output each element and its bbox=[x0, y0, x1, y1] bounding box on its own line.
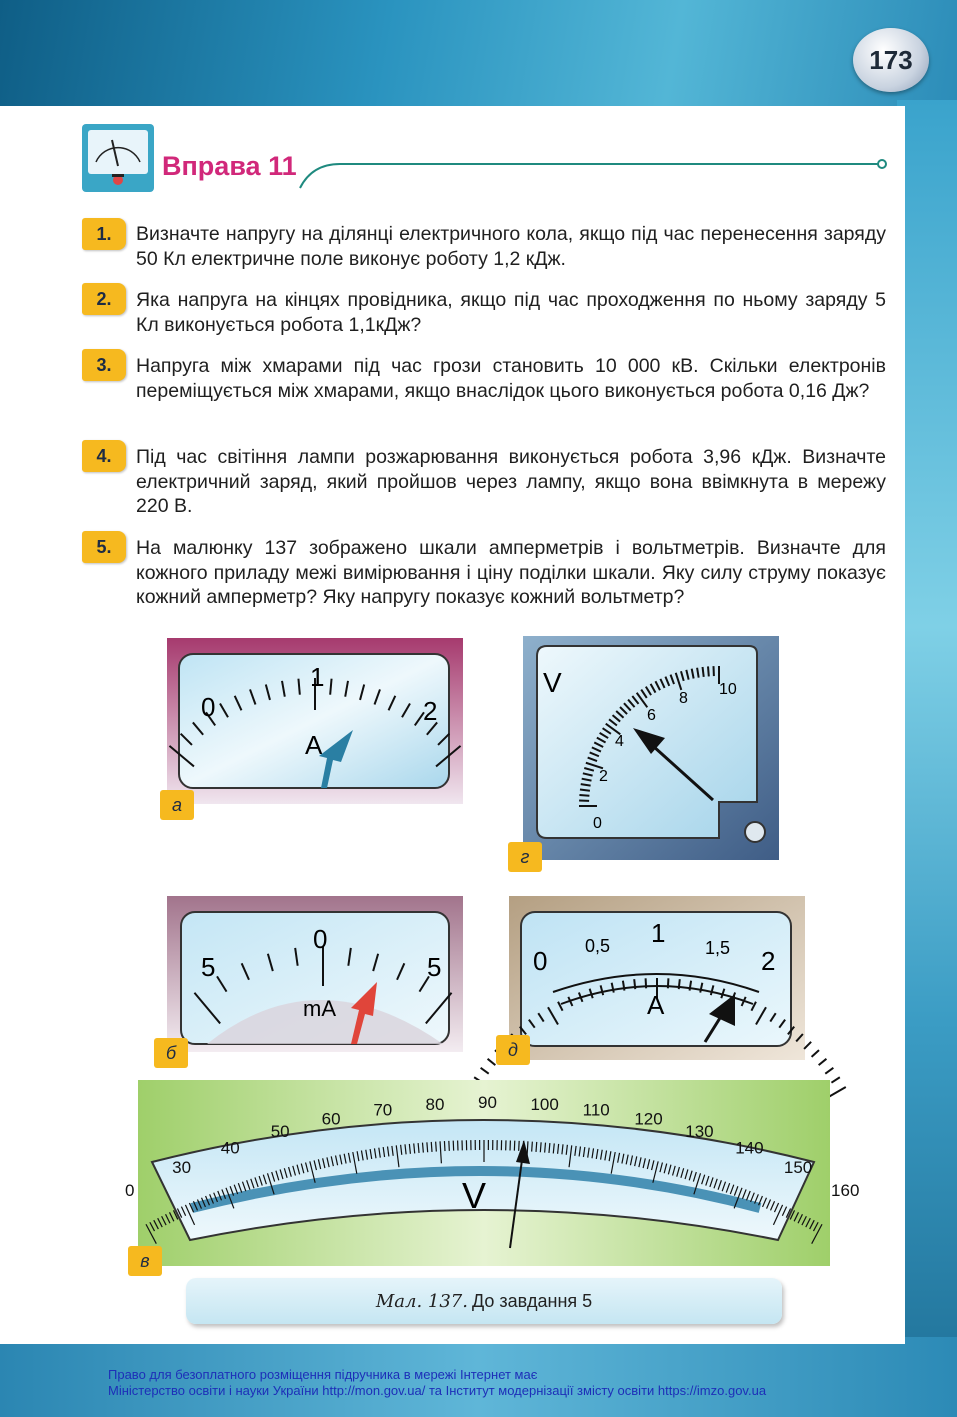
tick-label-1: 1 bbox=[651, 918, 666, 948]
scale-tick bbox=[708, 666, 709, 676]
task-5-number: 5. bbox=[82, 531, 126, 563]
scale-label: 100 bbox=[530, 1094, 559, 1114]
scale-tick bbox=[532, 1142, 533, 1152]
exercise-title: Вправа 11 bbox=[162, 151, 297, 181]
scale-label: 140 bbox=[735, 1138, 764, 1158]
figure-label-a: а bbox=[160, 790, 194, 820]
scale-label: 50 bbox=[270, 1122, 290, 1142]
caption-prefix: Мал. 137. bbox=[375, 1290, 468, 1312]
figure-label-b: б bbox=[154, 1038, 188, 1068]
task-1-number: 1. bbox=[82, 218, 126, 250]
footer-line-1: Право для безоплатного розміщення підручника в мережі Інтернет має bbox=[108, 1367, 538, 1382]
tick-label-left-5: 5 bbox=[201, 952, 216, 982]
right-banner bbox=[897, 100, 957, 1417]
tick-label-2: 2 bbox=[761, 946, 776, 976]
unit-label: A bbox=[305, 730, 323, 760]
meter-icon bbox=[82, 124, 154, 192]
scale-tick bbox=[444, 1141, 445, 1151]
tick-label-2: 2 bbox=[599, 768, 608, 785]
figure-label-d: д bbox=[496, 1035, 530, 1065]
task-2-text: Яка напруга на кінцях провідника, якщо під час проходження по ньому заряду 5 Кл виконується робота 1,1кДж? bbox=[136, 289, 886, 336]
tick-label-8: 8 bbox=[679, 690, 688, 707]
tick-label-6: 6 bbox=[647, 707, 656, 724]
scale-tick bbox=[634, 979, 635, 989]
voltmeter-v bbox=[124, 1080, 860, 1266]
scale-tick bbox=[427, 1142, 428, 1152]
scale-label: 150 bbox=[783, 1158, 813, 1178]
page-number: 173 bbox=[853, 28, 929, 92]
tick-label-right-5: 5 bbox=[427, 952, 442, 982]
scale-tick bbox=[330, 679, 331, 695]
voltmeter-g bbox=[523, 636, 779, 860]
footer-notice bbox=[108, 1367, 766, 1399]
scale-tick bbox=[668, 978, 669, 988]
scale-label: 40 bbox=[220, 1138, 240, 1158]
scale-tick bbox=[536, 1142, 537, 1152]
tick-label-2: 2 bbox=[423, 696, 438, 726]
scale-tick bbox=[422, 1143, 423, 1153]
tick-label-1-5: 1,5 bbox=[705, 938, 731, 958]
scale-tick bbox=[298, 679, 299, 695]
scale-tick bbox=[431, 1142, 432, 1152]
scale-label: 130 bbox=[685, 1122, 714, 1142]
task-5-text: На малюнку 137 зображено шкали амперметрів і вольтметрів. Визначте для кожного приладу межі вимірювання і ціну поділки шкали. Яку силу струму показує кожний амперметр? Яку напругу показує кожний вольтметр? bbox=[136, 537, 886, 608]
tick-label-4: 4 bbox=[615, 733, 624, 750]
scale-label: 110 bbox=[582, 1100, 610, 1120]
tick-label-0: 0 bbox=[533, 946, 548, 976]
top-banner bbox=[0, 0, 957, 110]
scale-label: 30 bbox=[172, 1158, 192, 1178]
tick-label-0: 0 bbox=[593, 815, 602, 832]
figure-caption bbox=[186, 1278, 782, 1324]
scale-label: 0 bbox=[124, 1181, 135, 1201]
header-divider bbox=[300, 140, 900, 200]
ammeter-a bbox=[167, 638, 463, 804]
task-3-text: Напруга між хмарами під час грози становить 10 000 кВ. Скільки електронів переміщується між хмарами, якщо внаслідок цього виконується робота 0,16 Дж? bbox=[136, 355, 886, 402]
scale-label: 90 bbox=[478, 1093, 497, 1112]
scale-tick bbox=[703, 667, 704, 677]
scale-tick bbox=[580, 790, 590, 791]
task-2-number: 2. bbox=[82, 283, 126, 315]
scale-tick bbox=[679, 979, 680, 989]
tick-label-0-5: 0,5 bbox=[585, 936, 611, 956]
tick-label-1: 1 bbox=[310, 662, 325, 692]
tick-label-0: 0 bbox=[201, 692, 216, 722]
task-4-text: Під час світіння лампи розжарювання виконується робота 3,96 кДж. Визначте електричний заряд, який пройшов через лампу, якщо вона ввімкнута в мережу 220 В. bbox=[136, 446, 886, 517]
scale-tick bbox=[540, 1142, 541, 1152]
task-4-number: 4. bbox=[82, 440, 126, 472]
unit-label: V bbox=[543, 667, 562, 698]
scale-tick bbox=[646, 978, 647, 988]
tick-label-0: 0 bbox=[313, 924, 328, 954]
scale-tick bbox=[579, 795, 589, 796]
task-3-number: 3. bbox=[82, 349, 126, 381]
scale-label: 60 bbox=[321, 1109, 341, 1129]
ammeter-d bbox=[509, 896, 805, 1060]
tick-label-10: 10 bbox=[719, 681, 737, 698]
scale-tick bbox=[545, 1143, 546, 1153]
scale-label: 160 bbox=[831, 1181, 860, 1201]
scale-tick bbox=[436, 1142, 437, 1152]
scale-label: 120 bbox=[634, 1109, 663, 1129]
unit-label: mA bbox=[303, 996, 336, 1021]
figure-label-g: г bbox=[508, 842, 542, 872]
unit-label: A bbox=[647, 990, 665, 1020]
milliammeter-b bbox=[167, 896, 463, 1052]
task-1-text: Визначте напругу на ділянці електричного кола, якщо під час перенесення заряду 50 Кл електричне поле виконує роботу 1,2 кДж. bbox=[136, 223, 886, 270]
footer-line-2: Міністерство освіти і науки України http://mon.gov.ua/ та Інститут модернізації змісту освіти https://imzo.gov.ua bbox=[108, 1383, 767, 1398]
unit-label: V bbox=[462, 1175, 487, 1216]
figure-label-v: в bbox=[128, 1246, 162, 1276]
scale-label: 70 bbox=[373, 1100, 393, 1120]
scale-label: 80 bbox=[425, 1094, 445, 1114]
caption-text: До завдання 5 bbox=[471, 1290, 593, 1311]
